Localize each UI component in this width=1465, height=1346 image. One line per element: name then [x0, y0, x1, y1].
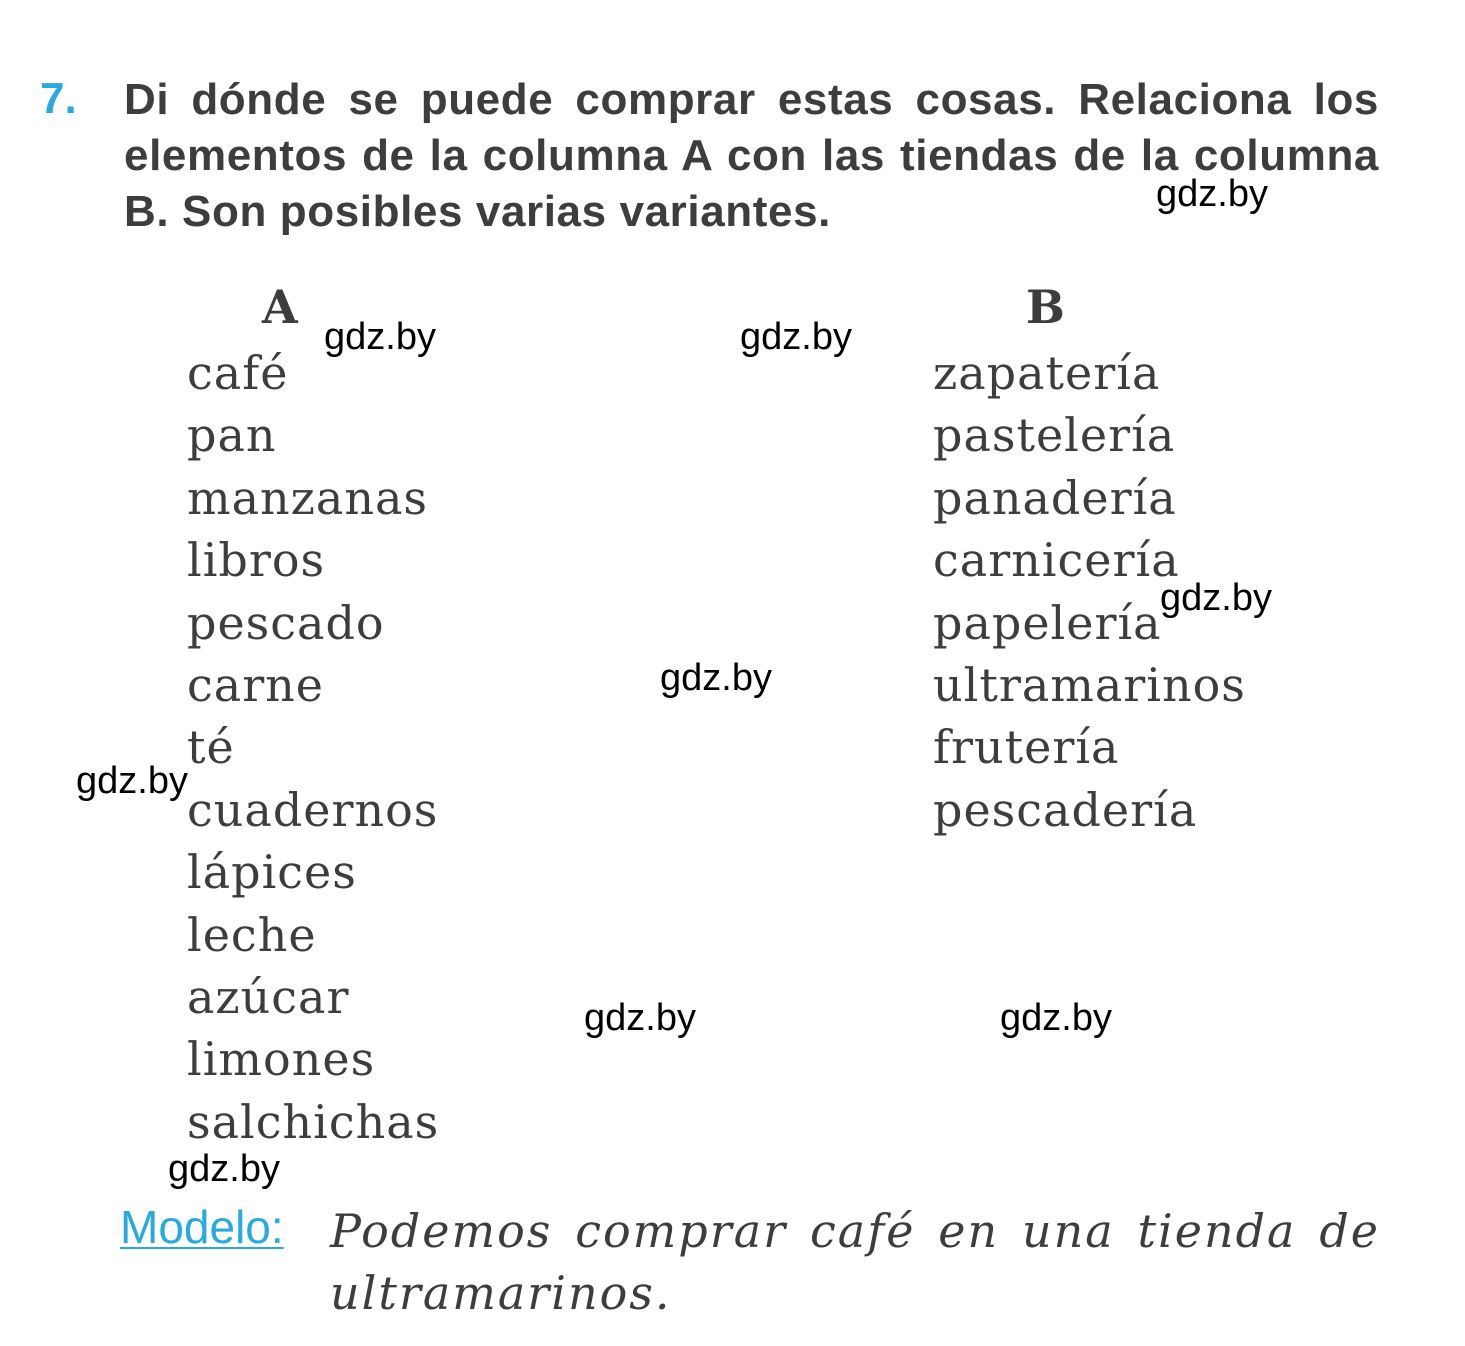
column-a-item: manzanas [187, 470, 428, 525]
column-a-item: leche [187, 907, 317, 962]
watermark: gdz.by [1160, 577, 1272, 619]
column-b-header: B [1026, 280, 1065, 334]
column-b-item: carnicería [933, 533, 1180, 588]
exercise-instruction: Di dónde se puede comprar estas cosas. Relaciona los elementos de la columna A con las tiendas de la columna B. Son posibles varias variantes. [124, 75, 1379, 236]
column-a-item: lápices [187, 845, 357, 900]
column-a-item: té [187, 720, 235, 775]
watermark: gdz.by [324, 316, 436, 358]
column-b-item: zapatería [933, 346, 1161, 400]
watermark: gdz.by [1156, 173, 1268, 215]
column-b-item: pescadería [933, 782, 1198, 837]
model-example-text: Podemos comprar café en una tienda de ultramarinos. [330, 1204, 1380, 1320]
watermark: gdz.by [168, 1148, 280, 1190]
column-b-item: panadería [933, 470, 1177, 525]
column-b-item: papelería [933, 595, 1162, 650]
watermark: gdz.by [584, 997, 696, 1039]
column-a-item: cuadernos [187, 782, 439, 837]
column-a-item: café [187, 346, 289, 400]
watermark: gdz.by [660, 657, 772, 699]
column-a-item: limones [187, 1032, 376, 1087]
column-a-list [187, 342, 439, 1153]
column-a-header: A [262, 280, 298, 334]
watermark: gdz.by [76, 760, 188, 802]
column-b-item: pastelería [933, 408, 1176, 463]
column-a-item: carne [187, 658, 325, 713]
column-a-item: salchichas [187, 1094, 440, 1149]
column-b-item: frutería [933, 720, 1120, 775]
column-b-item: ultramarinos [933, 658, 1246, 713]
watermark: gdz.by [1000, 997, 1112, 1039]
exercise-number: 7. [40, 74, 77, 123]
column-a-item: azúcar [187, 970, 350, 1025]
column-a-item: pescado [187, 595, 385, 650]
column-a-item: pan [187, 408, 277, 463]
column-a-item: libros [187, 533, 326, 588]
watermark: gdz.by [740, 316, 852, 358]
model-label: Modelo: [120, 1201, 284, 1253]
